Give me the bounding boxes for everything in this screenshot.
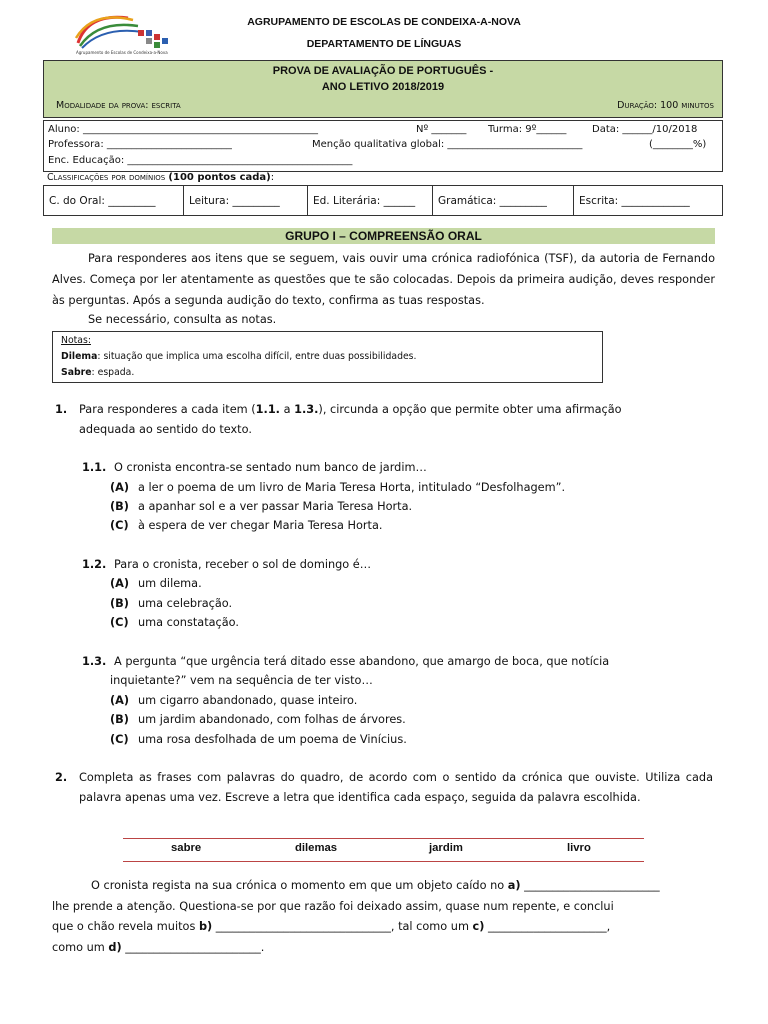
- grade-oral[interactable]: C. do Oral: _________: [44, 186, 184, 215]
- exam-title-line2: ANO LETIVO 2018/2019: [321, 81, 445, 93]
- word-item: dilemas: [295, 842, 338, 854]
- numero-field[interactable]: Nº _______: [416, 124, 467, 135]
- exam-modality: Modalidade da prova: escrita: [56, 100, 181, 111]
- data-field[interactable]: Data: ______/10/2018: [592, 124, 698, 135]
- option-letter[interactable]: (C): [110, 519, 129, 532]
- q1-text-line2: adequada ao sentido do texto.: [79, 423, 252, 436]
- grade-leitura[interactable]: Leitura: _________: [184, 186, 308, 215]
- fill-line2: lhe prende a atenção. Questiona-se por que razão foi deixado assim, quase num repente, e conclui: [52, 900, 614, 913]
- note-def: : espada.: [91, 367, 135, 378]
- exam-duration: Duração: 100 minutos: [617, 100, 714, 111]
- note-item: [61, 349, 594, 365]
- notes-box: [52, 331, 603, 383]
- blank-c[interactable]: _____________________,: [484, 920, 611, 933]
- exam-title-line1: PROVA DE AVALIAÇÃO DE PORTUGUÊS -: [272, 65, 494, 77]
- option-letter[interactable]: (A): [110, 577, 130, 590]
- fill-line4: como um d) ________________________.: [52, 941, 265, 954]
- option-letter[interactable]: (B): [110, 500, 129, 513]
- blank-d[interactable]: ________________________: [121, 941, 261, 954]
- option-text[interactable]: um dilema.: [138, 577, 202, 590]
- blank-b[interactable]: _______________________________: [212, 920, 391, 933]
- classifications-label: [47, 172, 274, 183]
- q1-2-text: Para o cronista, receber o sol de domingo é…: [114, 558, 372, 571]
- option-text[interactable]: a ler o poema de um livro de Maria Teresa Horta, intitulado “Desfolhagem”.: [138, 481, 566, 494]
- classifications-colon: :: [270, 172, 275, 183]
- group-title: GRUPO I – COMPREENSÃO ORAL: [52, 228, 715, 244]
- word-box: [123, 838, 644, 862]
- option-text[interactable]: a apanhar sol e a ver passar Maria Teresa Horta.: [138, 500, 413, 513]
- q1-1-text: O cronista encontra-se sentado num banco de jardim…: [114, 461, 427, 474]
- option-text[interactable]: um jardim abandonado, com folhas de árvores.: [138, 713, 406, 726]
- option-letter[interactable]: (B): [110, 597, 129, 610]
- option-letter[interactable]: (A): [110, 694, 130, 707]
- turma-field[interactable]: Turma: 9º______: [488, 124, 567, 135]
- note-def: : situação que implica uma escolha difícil, entre duas possibilidades.: [97, 351, 417, 362]
- option-letter[interactable]: (C): [110, 733, 129, 746]
- option-text[interactable]: à espera de ver chegar Maria Teresa Horta.: [138, 519, 383, 532]
- school-name: AGRUPAMENTO DE ESCOLAS DE CONDEIXA-A-NOVA: [247, 16, 521, 28]
- note-term: Dilema: [61, 351, 98, 362]
- word-item: jardim: [429, 842, 463, 854]
- notes-title: Notas:: [61, 335, 91, 346]
- intro-paragraph: Para responderes aos itens que se seguem, vais ouvir uma crónica radiofónica (TSF), da autoria de Fernando Alves. Começa por ler atentamente as questões que te são colocadas. Depois da primeira audição, deves responder às perguntas. Após a segunda audição do texto, confirma as tuas respostas.: [52, 252, 715, 307]
- mencao-field[interactable]: Menção qualitativa global: ___________________________: [312, 139, 583, 150]
- option-letter[interactable]: (B): [110, 713, 129, 726]
- fill-line3: que o chão revela muitos b) _______________________________, tal como um c) _____________________,: [52, 920, 611, 933]
- professora-field[interactable]: Professora: _________________________: [48, 139, 232, 150]
- grade-escrita[interactable]: Escrita: _____________: [579, 194, 690, 207]
- percent-field[interactable]: (________%): [649, 139, 707, 150]
- option-text[interactable]: uma rosa desfolhada de um poema de Vinícius.: [138, 733, 407, 746]
- q1-2-number: 1.2.: [82, 558, 107, 571]
- note-term: Sabre: [61, 367, 92, 378]
- option-text[interactable]: uma celebração.: [138, 597, 233, 610]
- intro-note-line: Se necessário, consulta as notas.: [88, 313, 277, 326]
- enc-educacao-field[interactable]: Enc. Educação: _____________________________________________: [48, 155, 353, 166]
- classifications-title: Classificações por domínios: [47, 172, 166, 183]
- q1-3-number: 1.3.: [82, 655, 107, 668]
- q2-text: Completa as frases com palavras do quadro, de acordo com o sentido da crónica que ouviste. Utiliza cada palavra apenas uma vez. Escreve a letra que identifica cada espaço, seguida da palavra escolhida.: [79, 771, 713, 804]
- logo-caption: Agrupamento de Escolas de Condeixa-a-Nova: [76, 50, 168, 55]
- q1-3-text-line2: inquietante?” vem na sequência de ter visto…: [110, 674, 373, 687]
- q1-3-text: A pergunta “que urgência terá ditado esse abandono, que amargo de boca, que notícia: [114, 655, 610, 668]
- grade-gramatica[interactable]: Gramática: _________: [433, 186, 574, 215]
- classifications-points: (100 pontos cada): [168, 172, 271, 183]
- q1-text: Para responderes a cada item (1.1. a 1.3.), circunda a opção que permite obter uma afirmação: [79, 403, 622, 416]
- student-info-box: [43, 120, 723, 172]
- department-name: DEPARTAMENTO DE LÍNGUAS: [306, 38, 462, 50]
- note-item: [61, 365, 594, 381]
- grades-table: [43, 185, 723, 216]
- q1-1-number: 1.1.: [82, 461, 107, 474]
- q2-number: 2.: [55, 771, 68, 784]
- fill-line1: O cronista regista na sua crónica o momento em que um objeto caído no a) ________________________: [91, 879, 660, 892]
- blank-a[interactable]: ________________________: [520, 879, 660, 892]
- q1-number: 1.: [55, 403, 68, 416]
- option-text[interactable]: um cigarro abandonado, quase inteiro.: [138, 694, 358, 707]
- word-item: livro: [567, 842, 591, 854]
- grade-ed-literaria[interactable]: Ed. Literária: ______: [308, 186, 433, 215]
- option-letter[interactable]: (A): [110, 481, 130, 494]
- option-letter[interactable]: (C): [110, 616, 129, 629]
- option-text[interactable]: uma constatação.: [138, 616, 239, 629]
- aluno-field[interactable]: Aluno: _______________________________________________: [48, 124, 318, 135]
- word-item: sabre: [171, 842, 202, 854]
- exam-title-box: [43, 60, 723, 118]
